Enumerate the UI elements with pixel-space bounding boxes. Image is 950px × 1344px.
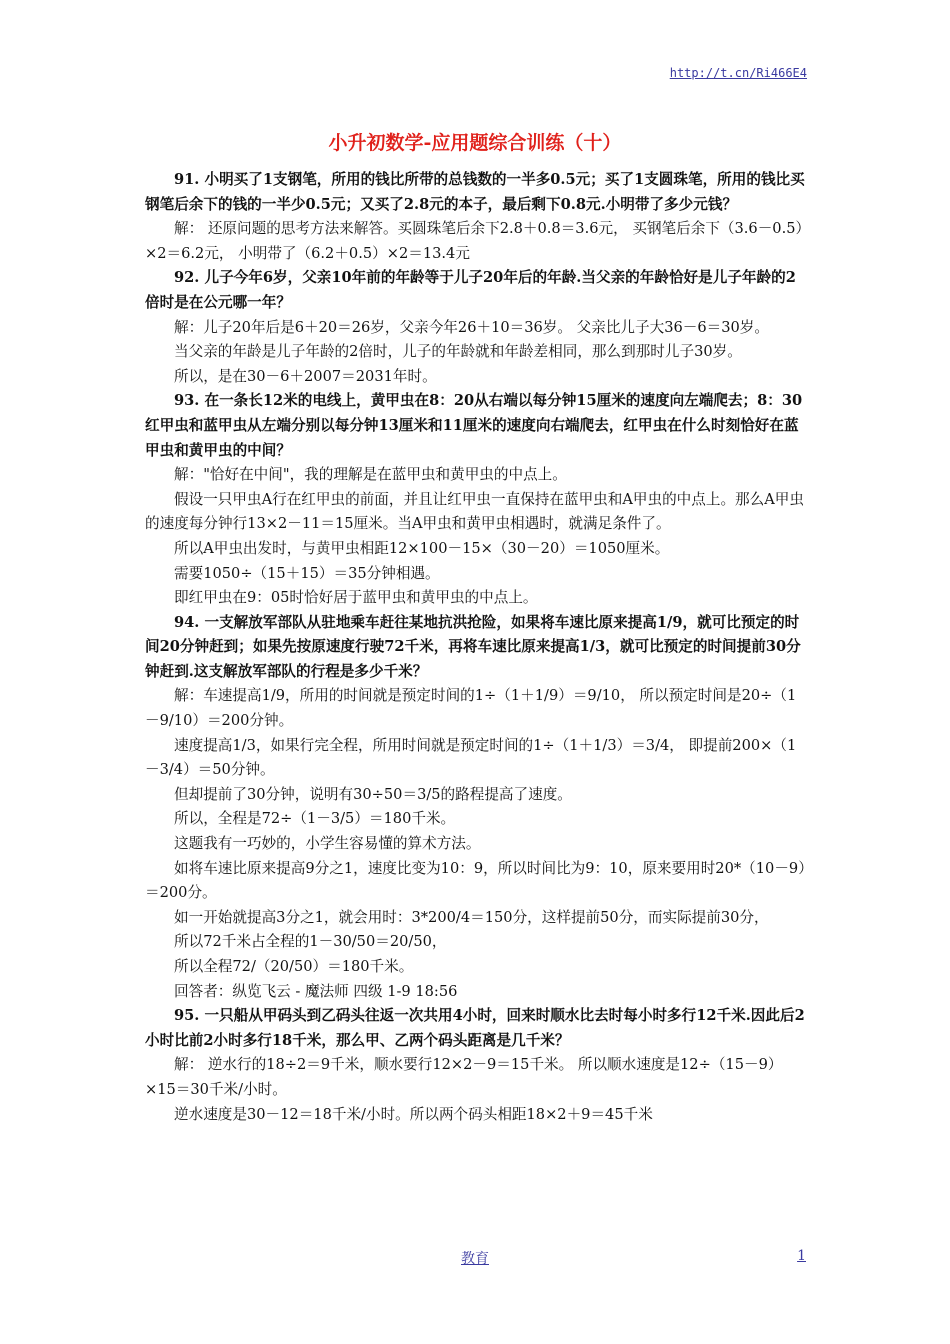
document-body (145, 168, 810, 1127)
document-title: 小升初数学-应用题综合训练（十） (328, 132, 622, 154)
answer-paragraph: 解： 逆水行的18÷2＝9千米，顺水要行12×2－9＝15千米。 所以顺水速度是12÷（15－9）×15＝30千米/小时。 (145, 1056, 783, 1098)
answer-paragraph: 解：儿子20年后是6＋20＝26岁，父亲今年26＋10＝36岁。 父亲比儿子大36－6＝30岁。 (174, 318, 769, 336)
question-95: 95. 一只船从甲码头到乙码头往返一次共用4小时，回来时顺水比去时每小时多行12千米.因此后2小时比前2小时多行18千米，那么甲、乙两个码头距离是几千米？ (145, 1007, 805, 1049)
question-91: 91. 小明买了1支钢笔，所用的钱比所带的总钱数的一半多0.5元；买了1支圆珠笔，所用的钱比买钢笔后余下的钱的一半少0.5元；又买了2.8元的本子，最后剩下0.8元.小明带了多少元钱？ (145, 171, 805, 213)
answer-paragraph: 所以，全程是72÷（1－3/5）＝180千米。 (174, 810, 456, 828)
answer-paragraph: 即红甲虫在9：05时恰好居于蓝甲虫和黄甲虫的中点上。 (174, 589, 538, 607)
question-92: 92. 儿子今年6岁，父亲10年前的年龄等于儿子20年后的年龄.当父亲的年龄恰好是儿子年龄的2倍时是在公元哪一年？ (145, 269, 796, 311)
answer-paragraph: 速度提高1/3，如果行完全程，所用时间就是预定时间的1÷（1＋1/3）＝3/4， 即提前200×（1－3/4）＝50分钟。 (145, 736, 797, 779)
answer-paragraph: 当父亲的年龄是儿子年龄的2倍时，儿子的年龄就和年龄差相同，那么到那时儿子30岁。 (174, 343, 742, 361)
answer-paragraph: 逆水速度是30－12＝18千米/小时。所以两个码头相距18×2＋9＝45千米 (174, 1105, 653, 1123)
answerer-credit: 回答者：纵览飞云 - 魔法师 四级 1-9 18:56 (174, 982, 458, 1000)
question-94: 94. 一支解放军部队从驻地乘车赶往某地抗洪抢险，如果将车速比原来提高1/9，就可比预定的时间20分钟赶到；如果先按原速度行驶72千米，再将车速比原来提高1/3，就可比预定的时间提前30分钟赶到.这支解放军部队的行程是多少千米？ (145, 613, 801, 680)
answer-paragraph: 所以，是在30－6＋2007＝2031年时。 (174, 367, 437, 385)
answer-paragraph: 解：车速提高1/9，所用的时间就是预定时间的1÷（1＋1/9）＝9/10， 所以预定时间是20÷（1－9/10）＝200分钟。 (145, 687, 797, 730)
answer-paragraph: 所以72千米占全程的1－30/50＝20/50， (174, 933, 447, 951)
answer-paragraph: 所以A甲虫出发时，与黄甲虫相距12×100－15×（30－20）＝1050厘米。 (174, 539, 670, 557)
answer-paragraph: 需要1050÷（15＋15）＝35分钟相遇。 (174, 564, 440, 582)
answer-paragraph: 解："恰好在中间"，我的理解是在蓝甲虫和黄甲虫的中点上。 (174, 466, 567, 484)
answer-paragraph: 假设一只甲虫A行在红甲虫的前面，并且让红甲虫一直保持在蓝甲虫和A甲虫的中点上。那么A甲虫的速度每分钟行13×2－11＝15厘米。当A甲虫和黄甲虫相遇时，就满足条件了。 (145, 490, 804, 533)
footer-link[interactable]: 教育 (461, 1251, 489, 1267)
answer-paragraph: 但却提前了30分钟，说明有30÷50＝3/5的路程提高了速度。 (174, 785, 572, 803)
answer-paragraph: 如一开始就提高3分之1，就会用时：3*200/4＝150分，这样提前50分，而实际提前30分， (174, 908, 769, 926)
header-link[interactable]: http://t.cn/Ri466E4 (669, 66, 807, 80)
answer-paragraph: 解： 还原问题的思考方法来解答。买圆珠笔后余下2.8＋0.8＝3.6元， 买钢笔后余下（3.6－0.5）×2＝6.2元， 小明带了（6.2＋0.5）×2＝13.4元 (145, 220, 803, 262)
question-93: 93. 在一条长12米的电线上，黄甲虫在8：20从右端以每分钟15厘米的速度向左端爬去；8：30红甲虫和蓝甲虫从左端分别以每分钟13厘米和11厘米的速度向右端爬去，红甲虫在什么时刻恰好在蓝甲虫和黄甲虫的中间？ (145, 392, 803, 459)
answer-paragraph: 如将车速比原来提高9分之1，速度比变为10：9，所以时间比为9：10，原来要用时20*（10－9）＝200分。 (145, 859, 806, 902)
page-number[interactable]: 1 (797, 1248, 806, 1264)
answer-paragraph: 这题我有一巧妙的，小学生容易懂的算术方法。 (174, 835, 481, 853)
answer-paragraph: 所以全程72/（20/50）＝180千米。 (174, 958, 414, 975)
